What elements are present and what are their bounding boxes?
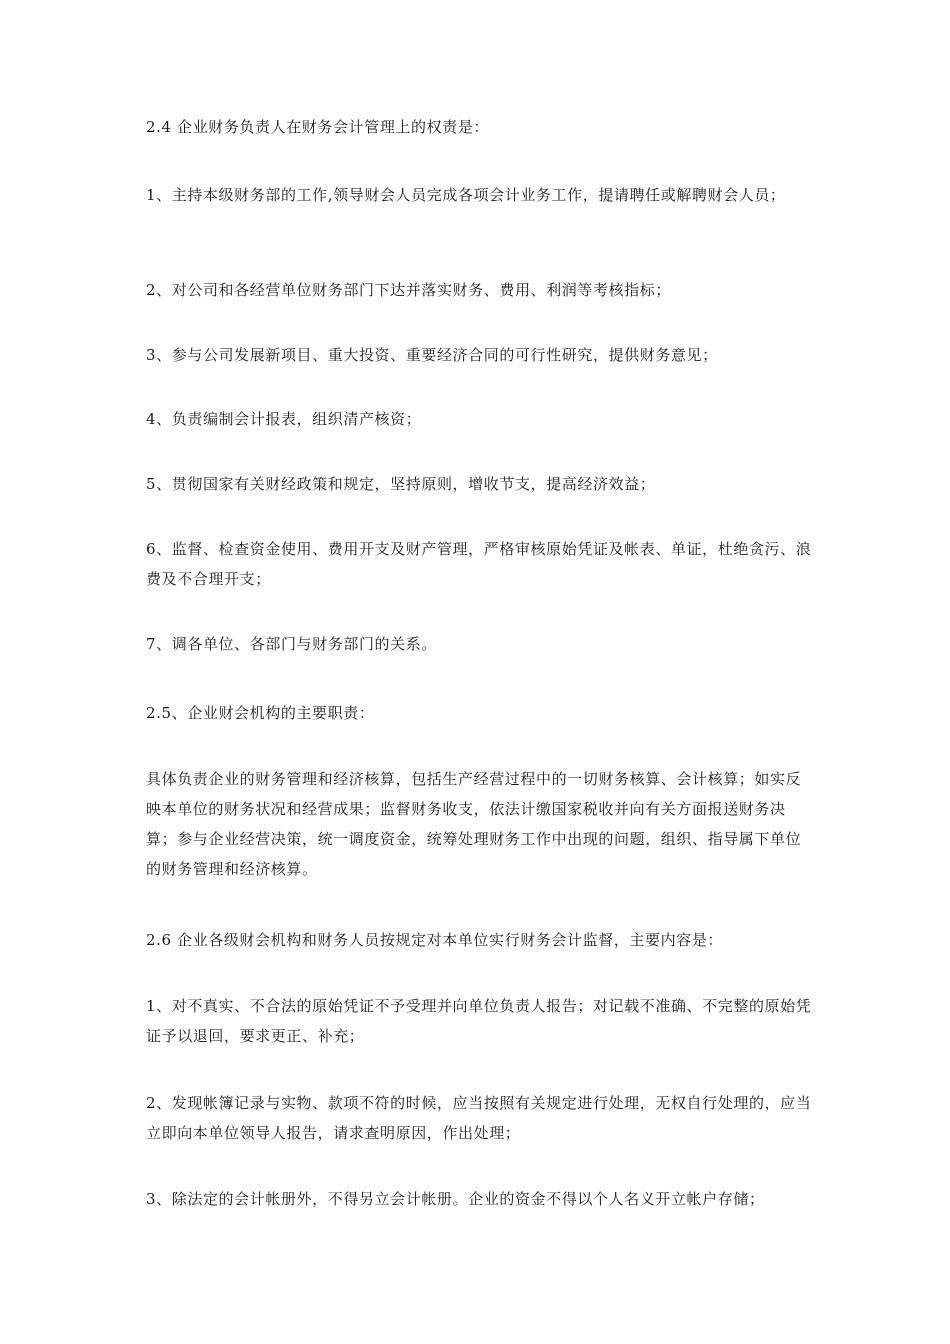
list-item-2: 2、对公司和各经营单位财务部门下达并落实财务、费用、利润等考核指标； xyxy=(146,281,671,299)
list-item-3: 3、参与公司发展新项目、重大投资、重要经济合同的可行性研究，提供财务意见； xyxy=(146,346,718,364)
section-2-5-body: 具体负责企业的财务管理和经济核算，包括生产经营过程中的一切财务核算、会计核算；如实反映本单位的财务状况和经营成果；监督财务收支，依法计缴国家税收并向有关方面报送财务决算；参与企业经营决策，统一调度资金，统筹处理财务工作中出现的问题，组织、指导属下单位的财务管理和经济核算。 xyxy=(146,770,802,878)
section-2-4-heading: 2.4 企业财务负责人在财务会计管理上的权责是： xyxy=(146,118,490,136)
list-item-1: 1、主持本级财务部的工作,领导财会人员完成各项会计业务工作，提请聘任或解聘财会人员； xyxy=(146,186,786,204)
supervision-item-1: 1、对不真实、不合法的原始凭证不予受理并向单位负责人报告；对记载不准确、不完整的原始凭证予以退回，要求更正、补充； xyxy=(146,997,812,1045)
supervision-item-2: 2、发现帐簿记录与实物、款项不符的时候，应当按照有关规定进行处理，无权自行处理的，应当立即向本单位领导人报告，请求查明原因，作出处理； xyxy=(146,1094,812,1142)
supervision-item-3: 3、除法定的会计帐册外，不得另立会计帐册。企业的资金不得以个人名义开立帐户存储； xyxy=(146,1190,765,1208)
list-item-6: 6、监督、检查资金使用、费用开支及财产管理，严格审核原始凭证及帐表、单证，杜绝贪污、浪费及不合理开支； xyxy=(146,540,812,588)
list-item-7: 7、调各单位、各部门与财务部门的关系。 xyxy=(146,635,437,653)
list-item-5: 5、贯彻国家有关财经政策和规定，坚持原则，增收节支，提高经济效益； xyxy=(146,475,656,493)
list-item-4: 4、负责编制会计报表，组织清产核资； xyxy=(146,410,422,428)
section-2-5-heading: 2.5、企业财会机构的主要职责： xyxy=(146,704,375,722)
section-2-6-heading: 2.6 企业各级财会机构和财务人员按规定对本单位实行财务会计监督，主要内容是： xyxy=(146,931,724,949)
